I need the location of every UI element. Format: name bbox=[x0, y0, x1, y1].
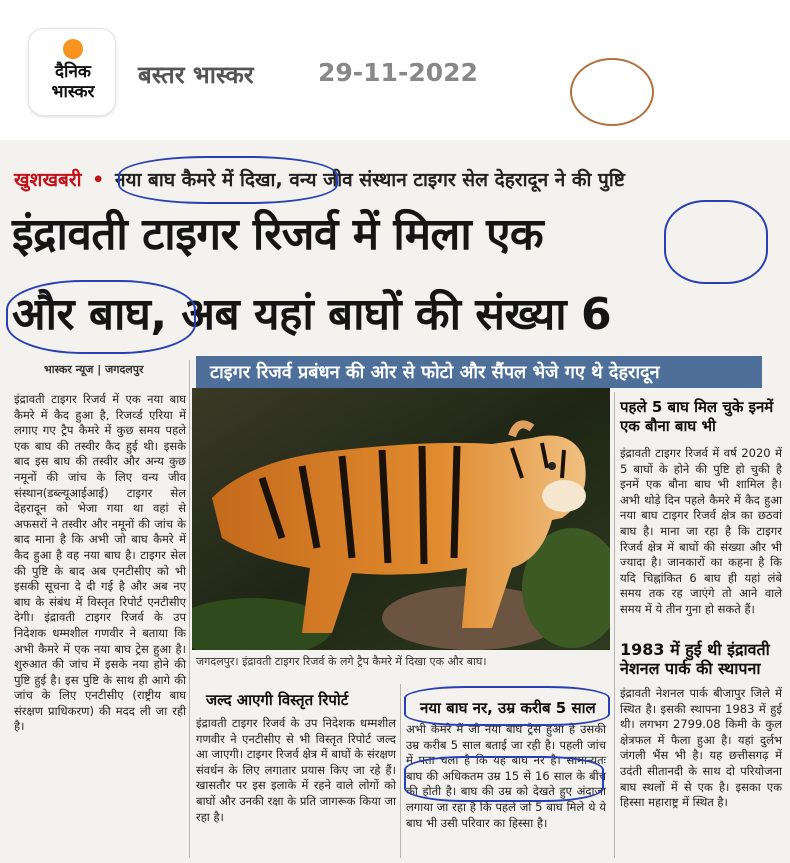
side-body-2: इंद्रावती नेशनल पार्क बीजापुर जिले में स्थित है। इसकी स्थापना 1983 में हुई थी। लगभग 2799.08 किमी के कुल क्षेत्रफल में फैला हुआ है। यहां दुर्लभ जंगली भैंस भी है। यह छत्तीसगढ़ में उदंती सीतानदी के साथ दो परियोजना बाघ स्थलों में से एक है। इसका एक हिस्सा महाराष्ट्र में स्थित है। bbox=[620, 686, 782, 810]
column-divider bbox=[614, 392, 615, 858]
kicker-separator: • bbox=[92, 169, 105, 191]
tiger-photo bbox=[192, 388, 610, 650]
ink-circle-box-text bbox=[404, 756, 604, 802]
logo-text-line1: दैनिक bbox=[55, 62, 91, 82]
column-divider bbox=[189, 360, 190, 858]
photo-caption: जगदलपुर। इंद्रावती टाइगर रिजर्व के लगे ट्रैप कैमरे में दिखा एक और बाघ। bbox=[196, 655, 487, 668]
ink-circle-box-heading bbox=[404, 686, 610, 726]
box-body: अभी कैमरे में जो नया बाघ ट्रेस हुआ है उसकी उम्र करीब 5 साल बताई जा रही है। पहली जांच में पता चला है कि यह बाघ नर है। सामान्यतः बाघ की अधिकतम उम्र 15 से 16 साल के बीच की होती है। बाघ की उम्र को देखते हुए अंदाजा लगाया जा रहा है कि पहले जो 5 बाघ मिले थे ये बाघ भी उसी परिवार का हिस्सा है। bbox=[406, 722, 606, 830]
side-heading-1: पहले 5 बाघ मिल चुके इनमें एक बौना बाघ भी bbox=[620, 398, 774, 435]
ink-circle-aur-bagh bbox=[6, 280, 196, 354]
column-divider bbox=[400, 684, 401, 858]
tiger-image bbox=[192, 388, 610, 650]
sub-heading-report: जल्द आएगी विस्तृत रिपोर्ट bbox=[206, 691, 349, 709]
sun-logo-icon bbox=[63, 39, 83, 59]
kicker-text: नया बाघ कैमरे में दिखा, वन्य जीव संस्थान टाइगर सेल देहरादून ने की पुष्टि bbox=[114, 169, 625, 191]
ink-circle-kicker bbox=[118, 156, 338, 204]
dainik-bhaskar-logo[interactable] bbox=[28, 28, 116, 116]
edition-name: बस्तर भास्कर bbox=[138, 61, 254, 89]
byline: भास्कर न्यूज | जगदलपुर bbox=[44, 363, 144, 376]
hand-drawn-circle-mark bbox=[570, 58, 654, 126]
body-column-left: इंद्रावती टाइगर रिजर्व में एक नया बाघ कैमरे में कैद हुआ है, रिजर्व्ड एरिया में लगाए गए ट्रैप कैमरे में कुछ समय पहले एक बाघ की तस्वीर कैद हुई थी। इसके बाद इस बाघ की तस्वीर और अन्य कुछ नमूनों की जांच के लिए वन्य जीव संस्थान(डब्ल्यूआईआई) टाइगर सेल देहरादून को भेजा गया था वहां से अफसरों ने तस्वीर और नमूनों की जांच के बाद माना है कि अभी जो बाघ कैमरे में कैद हुआ है वह नया बाघ है। टाइगर सेल की पुष्टि के बाद अब एनटीसीए को भी इसकी सूचना दे दी गई है और अब नए बाघ के संबंध में विस्तृत रिपोर्ट एनटीसीए देगी। इंद्रावती टाइगर रिजर्व के उप निदेशक धम्मशील गणवीर ने बताया कि अभी कैमरे में एक नया बाघ ट्रेस हुआ है। शुरुआत की जांच में इसके नया होने की पुष्टि हुई है। इस पुष्टि के साथ ही आगे की जांच के लिए एनटीसीए (राष्ट्रीय बाघ संरक्षण प्राधिकरण) की मदद ली जा रही है। bbox=[14, 392, 186, 734]
box-heading: नया बाघ नर, उम्र करीब 5 साल bbox=[420, 699, 596, 717]
side-body-1: इंद्रावती टाइगर रिजर्व में वर्ष 2020 में 5 बाघों के होने की पुष्टि हो चुकी है इनमें एक बौना बाघ भी शामिल है। अभी थोड़े दिन पहले कैमरे में कैद हुआ नया बाघ टाइगर रिजर्व क्षेत्र का छठवां बाघ है। माना जा रहा है कि टाइगर रिजर्व क्षेत्र में बाघों की संख्या और भी ज्यादा है। जानकारों का कहना है कि यदि चिह्नांकित 6 बाघ ही यहां लंबे समय तक रह जाएंगे तो आने वाले समय में ये तीन गुना हो सकते हैं। bbox=[620, 446, 782, 616]
photo-band-heading: टाइगर रिजर्व प्रबंधन की ओर से फोटो और सैंपल भेजे गए थे देहरादून bbox=[196, 356, 762, 388]
logo-text-line2: भास्कर bbox=[51, 82, 95, 102]
kicker-label: खुशखबरी bbox=[14, 169, 82, 191]
mid-body: इंद्रावती टाइगर रिजर्व के उप निदेशक धम्मशील गणवीर ने एनटीसीए से भी विस्तृत रिपोर्ट जल्द आ जाएगी। टाइगर रिजर्व क्षेत्र में बाघों के संरक्षण संवर्धन के लिए लगातार प्रयास किए जा रहे हैं। खासतौर पर इस इलाके में रहने वाले लोगों को बाघों और उनकी रक्षा के प्रति जागरूक किया जा रहा है। bbox=[196, 716, 396, 824]
headline-line-1: इंद्रावती टाइगर रिजर्व में मिला एक bbox=[12, 209, 544, 260]
side-heading-2: 1983 में हुई थी इंद्रावती नेशनल पार्क की स्थापना bbox=[620, 640, 770, 678]
ink-circle-ek bbox=[664, 200, 768, 284]
app-header bbox=[0, 0, 790, 140]
headline-line-2: और बाघ, अब यहां बाघों की संख्या 6 bbox=[12, 289, 612, 340]
edition-date: 29-11-2022 bbox=[318, 58, 478, 87]
